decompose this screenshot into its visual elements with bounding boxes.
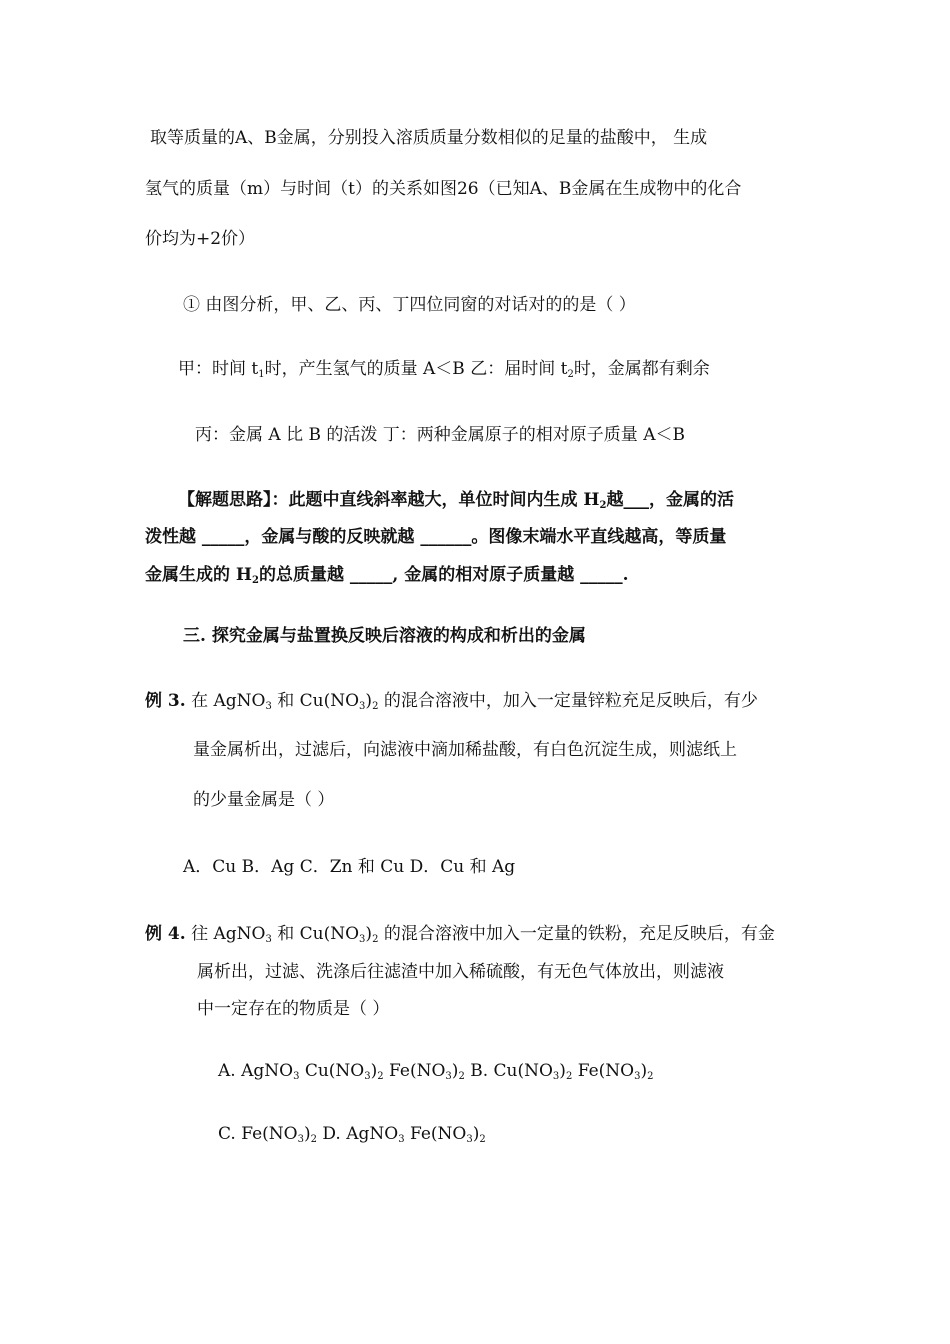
subscript: 3 [398, 1134, 405, 1145]
subscript: 2 [458, 1071, 465, 1082]
yi-text: 时，产生氢气的质量 A＜B 乙：届时间 t [264, 359, 568, 379]
subscript: 3 [552, 1071, 560, 1082]
subscript: 2 [251, 575, 259, 586]
hint-line-3 [145, 563, 629, 587]
option-text: D. AgNO [316, 1124, 399, 1144]
hint-text: 【解题思路】：此题中直线斜率越大，单位时间内生成 H [178, 490, 600, 510]
ex4-text: ) [365, 924, 373, 944]
problem-line-2: 氢气的质量（m）与时间（t）的关系如图26（已知A、B金属在生成物中的化合 [145, 179, 742, 199]
subscript: 2 [567, 369, 574, 380]
subscript: 3 [364, 1071, 371, 1082]
subscript: 2 [377, 1071, 384, 1082]
problem-bing-ding: 丙：金属 A 比 B 的活泼 丁：两种金属原子的相对原子质量 A＜B [195, 425, 685, 445]
subscript: 3 [293, 1071, 300, 1082]
option-text: ) [559, 1061, 566, 1081]
subscript: 2 [310, 1134, 317, 1145]
option-text: A. AgNO [218, 1061, 294, 1081]
ex4-text: 往 AgNO [185, 924, 266, 944]
option-text: Cu(NO [299, 1061, 365, 1081]
jia-text: 甲：时间 t [178, 359, 259, 379]
option-text: ) [303, 1124, 311, 1144]
problem-line-3: 价均为+2价） [145, 229, 256, 249]
ex3-text: 在 AgNO [185, 691, 266, 711]
hint-line-2: 泼性越 _____，金属与酸的反映就越 ______。图像末端水平直线越高，等质量 [145, 527, 727, 547]
option-text: Fe(NO [572, 1061, 635, 1081]
yi-text-end: 时，金属都有剩余 [573, 359, 710, 379]
option-text: ) [370, 1061, 378, 1081]
section-title: 三. 探究金属与盐置换反映后溶液的构成和析出的金属 [183, 626, 586, 646]
example-label: 例 3. [145, 691, 186, 711]
problem-line-1: 取等质量的A、B金属，分别投入溶质质量分数相似的足量的盐酸中， 生成 [150, 128, 708, 148]
example-3-line-3: 的少量金属是（ ） [193, 790, 335, 810]
hint-text: 越___，金属的活 [606, 490, 734, 510]
subscript: 2 [479, 1134, 486, 1145]
subscript: 3 [634, 1071, 641, 1082]
option-text: Fe(NO [404, 1124, 467, 1144]
example-4-options-ab [218, 1059, 653, 1083]
subscript: 3 [466, 1134, 473, 1145]
hint-text: 金属生成的 H [145, 565, 252, 585]
option-text: ) [640, 1061, 648, 1081]
problem-jia-yi [178, 357, 710, 381]
subscript: 3 [265, 934, 272, 945]
subscript: 2 [599, 500, 607, 511]
option-text: B. Cu(NO [464, 1061, 553, 1081]
ex3-text: ) [365, 691, 373, 711]
example-4-line-3: 中一定存在的物质是（ ） [197, 999, 390, 1019]
hint-line-1 [178, 488, 734, 512]
subscript: 3 [445, 1071, 452, 1082]
option-text: ) [472, 1124, 480, 1144]
subscript: 2 [372, 934, 379, 945]
example-3-options: A．Cu B．Ag C．Zn 和 Cu D．Cu 和 Ag [183, 857, 516, 877]
subscript: 3 [359, 934, 366, 945]
subscript: 2 [565, 1071, 573, 1082]
example-3-line-2: 量金属析出，过滤后，向滤液中滴加稀盐酸，有白色沉淀生成，则滤纸上 [193, 740, 737, 760]
subscript: 3 [359, 701, 366, 712]
example-label: 例 4. [145, 924, 186, 944]
hint-text: 的总质量越 _____, 金属的相对原子质量越 _____. [258, 565, 629, 585]
example-3-line-1 [145, 689, 758, 713]
option-text: C. Fe(NO [218, 1124, 298, 1144]
example-4-options-cd [218, 1122, 486, 1146]
option-text: ) [451, 1061, 459, 1081]
ex3-text: 和 Cu(NO [271, 691, 360, 711]
subscript: 1 [258, 369, 265, 380]
ex4-text: 的混合溶液中加入一定量的铁粉，充足反映后，有金 [378, 924, 775, 944]
subscript: 3 [297, 1134, 304, 1145]
ex4-text: 和 Cu(NO [271, 924, 360, 944]
subscript: 2 [372, 701, 379, 712]
example-4-line-2: 属析出，过滤、洗涤后往滤渣中加入稀硫酸，有无色气体放出，则滤液 [197, 962, 724, 982]
option-text: Fe(NO [383, 1061, 446, 1081]
example-4-line-1 [145, 922, 775, 946]
subscript: 2 [647, 1071, 654, 1082]
ex3-text: 的混合溶液中，加入一定量锌粒充足反映后，有少 [378, 691, 758, 711]
subscript: 3 [265, 701, 272, 712]
problem-question: ① 由图分析，甲、乙、丙、丁四位同窗的对话对的的是（ ） [183, 295, 636, 315]
